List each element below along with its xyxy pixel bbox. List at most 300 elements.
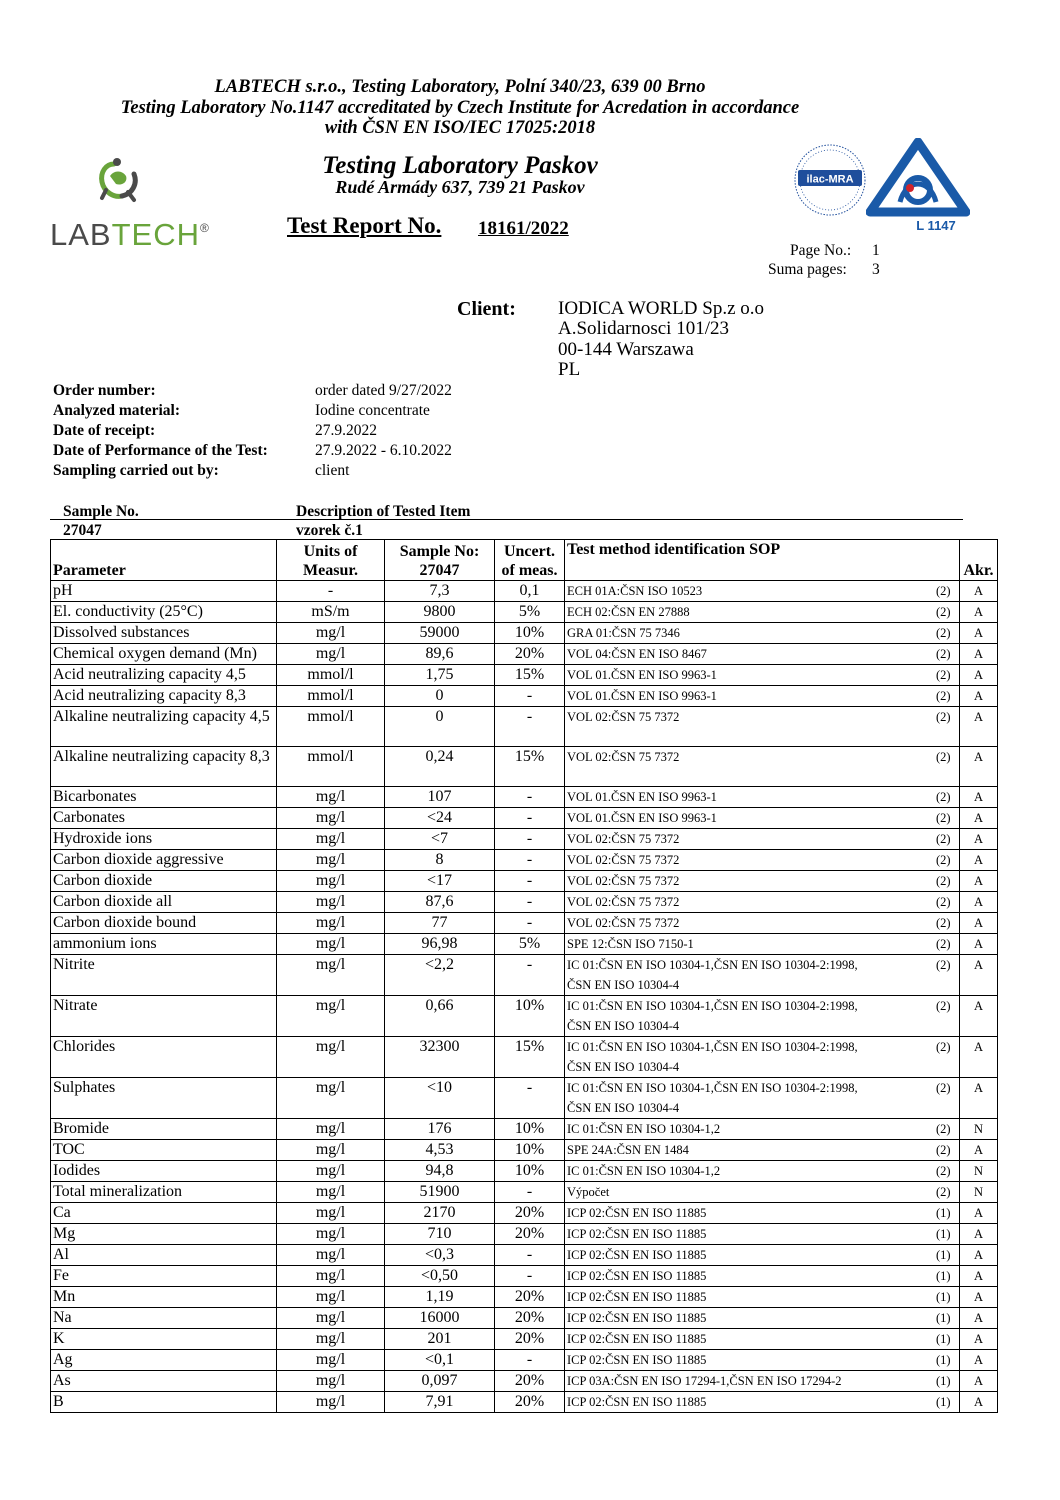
uncertainty-cell: 20% [495, 1287, 565, 1308]
unit-cell: mmol/l [277, 747, 385, 787]
uncertainty-cell: - [495, 892, 565, 913]
value-cell: 77 [385, 913, 495, 934]
method-cell [565, 934, 928, 955]
method-group-cell: (2) [928, 787, 960, 808]
client-city: 00-144 Warszawa [558, 339, 694, 360]
method-cell [565, 850, 928, 871]
unit-cell: mg/l [277, 1308, 385, 1329]
table-row [51, 829, 998, 850]
value-cell: <0,3 [385, 1245, 495, 1266]
method-text: ICP 02:ČSN EN ISO 11885 [567, 1311, 707, 1325]
header-standard-line: with ČSN EN ISO/IEC 17025:2018 [324, 118, 596, 138]
table-row [51, 934, 998, 955]
method-group-cell: (2) [928, 1182, 960, 1203]
parameter-cell: Nitrite [51, 955, 277, 996]
value-cell: 0 [385, 686, 495, 707]
uncertainty-cell: - [495, 1245, 565, 1266]
value-cell: 96,98 [385, 934, 495, 955]
unit-cell: - [277, 581, 385, 602]
method-text: VOL 02:ČSN 75 7372 [567, 895, 680, 909]
accreditation-cell: A [960, 1266, 998, 1287]
parameter-cell: K [51, 1329, 277, 1350]
table-row [51, 1371, 998, 1392]
method-cell [565, 996, 928, 1037]
method-group-cell: (2) [928, 829, 960, 850]
value-cell: <24 [385, 808, 495, 829]
table-row [51, 602, 998, 623]
table-row [51, 996, 998, 1037]
order-number-value: order dated 9/27/2022 [315, 382, 452, 399]
ilac-mra-icon [792, 142, 868, 218]
report-number: 18161/2022 [478, 218, 569, 239]
value-cell: 1,75 [385, 665, 495, 686]
method-cell [565, 1287, 928, 1308]
method-group-cell: (2) [928, 934, 960, 955]
value-cell: 87,6 [385, 892, 495, 913]
value-cell: 710 [385, 1224, 495, 1245]
method-cell [565, 602, 928, 623]
unit-cell: mg/l [277, 623, 385, 644]
table-row [51, 1140, 998, 1161]
value-cell: 16000 [385, 1308, 495, 1329]
unit-cell: mg/l [277, 1287, 385, 1308]
method-text: VOL 01.ČSN EN ISO 9963-1 [567, 790, 717, 804]
labtech-wordmark: LABTECH® [50, 217, 210, 252]
parameter-cell: Al [51, 1245, 277, 1266]
uncertainty-cell: - [495, 955, 565, 996]
method-cell [565, 1329, 928, 1350]
method-text: VOL 04:ČSN EN ISO 8467 [567, 647, 707, 661]
table-row [51, 1078, 998, 1119]
accreditation-cell: A [960, 871, 998, 892]
table-row [51, 707, 998, 747]
method-text: ICP 02:ČSN EN ISO 11885 [567, 1269, 707, 1283]
header-method: Test method identification SOP [565, 540, 928, 581]
value-cell: 1,19 [385, 1287, 495, 1308]
value-cell: 7,91 [385, 1392, 495, 1413]
client-country: PL [558, 359, 581, 380]
method-group-cell: (1) [928, 1266, 960, 1287]
method-text: Výpočet [567, 1185, 610, 1199]
method-cell [565, 787, 928, 808]
accreditation-cell: N [960, 1119, 998, 1140]
method-group-cell: (1) [928, 1392, 960, 1413]
accreditation-cell: A [960, 808, 998, 829]
parameter-cell: Ag [51, 1350, 277, 1371]
method-text: ICP 02:ČSN EN ISO 11885 [567, 1227, 707, 1241]
client-street: A.Solidarnosci 101/23 [558, 318, 729, 339]
method-text: IC 01:ČSN EN ISO 10304-1,ČSN EN ISO 10304-2:1998, [567, 999, 858, 1013]
method-group-cell: (2) [928, 581, 960, 602]
method-text: VOL 02:ČSN 75 7372 [567, 832, 680, 846]
value-cell: 0,66 [385, 996, 495, 1037]
method-group-cell: (2) [928, 686, 960, 707]
uncertainty-cell: - [495, 871, 565, 892]
sampling-value: client [315, 462, 350, 479]
method-group-cell: (2) [928, 892, 960, 913]
uncertainty-cell: 15% [495, 1037, 565, 1078]
method-text: VOL 01.ČSN EN ISO 9963-1 [567, 689, 717, 703]
uncertainty-cell: - [495, 1078, 565, 1119]
method-text: ECH 01A:ČSN ISO 10523 [567, 584, 703, 598]
method-group-cell: (1) [928, 1350, 960, 1371]
value-cell: 7,3 [385, 581, 495, 602]
unit-cell: mg/l [277, 1392, 385, 1413]
method-text: ICP 03A:ČSN EN ISO 17294-1,ČSN EN ISO 17294-2 [567, 1374, 842, 1388]
unit-cell: mg/l [277, 1119, 385, 1140]
parameter-cell: Na [51, 1308, 277, 1329]
header-units: Units of Measur. [277, 540, 385, 581]
total-pages-label: Suma pages: [768, 261, 847, 278]
parameter-cell: Bromide [51, 1119, 277, 1140]
value-cell: <0,1 [385, 1350, 495, 1371]
method-text-continued: ČSN EN ISO 10304-4 [567, 1019, 680, 1033]
accreditation-cell: A [960, 1329, 998, 1350]
analyzed-material-value: Iodine concentrate [315, 402, 430, 419]
method-text: SPE 24A:ČSN EN 1484 [567, 1143, 689, 1157]
accreditation-cell: N [960, 1161, 998, 1182]
parameter-cell: Chemical oxygen demand (Mn) [51, 644, 277, 665]
unit-cell: mmol/l [277, 665, 385, 686]
uncertainty-cell: - [495, 686, 565, 707]
method-cell [565, 707, 928, 747]
order-number-label: Order number: [53, 382, 156, 399]
value-cell: 176 [385, 1119, 495, 1140]
accreditation-cell: A [960, 892, 998, 913]
value-cell: 4,53 [385, 1140, 495, 1161]
uncertainty-cell: 15% [495, 665, 565, 686]
uncertainty-cell: 10% [495, 996, 565, 1037]
accreditation-cell: A [960, 787, 998, 808]
method-text: ECH 02:ČSN EN 27888 [567, 605, 690, 619]
method-group-cell: (2) [928, 665, 960, 686]
unit-cell: mg/l [277, 934, 385, 955]
parameter-cell: Iodides [51, 1161, 277, 1182]
accreditation-mark-icon [866, 138, 970, 234]
method-text: SPE 12:ČSN ISO 7150-1 [567, 937, 694, 951]
value-cell: <2,2 [385, 955, 495, 996]
uncertainty-cell: 15% [495, 747, 565, 787]
parameter-cell: Hydroxide ions [51, 829, 277, 850]
table-row [51, 1245, 998, 1266]
method-cell [565, 665, 928, 686]
uncertainty-cell: 20% [495, 1392, 565, 1413]
table-row [51, 1037, 998, 1078]
accreditation-cell: A [960, 1392, 998, 1413]
unit-cell: mg/l [277, 913, 385, 934]
method-group-cell: (2) [928, 955, 960, 996]
header-lab-line: LABTECH s.r.o., Testing Laboratory, Polní 340/23, 639 00 Brno [214, 77, 706, 97]
parameter-cell: Carbonates [51, 808, 277, 829]
accreditation-cell: N [960, 1182, 998, 1203]
parameter-cell: Total mineralization [51, 1182, 277, 1203]
lab-name: Testing Laboratory Paskov [322, 152, 598, 179]
uncertainty-cell: - [495, 1350, 565, 1371]
date-of-receipt-label: Date of receipt: [53, 422, 156, 439]
uncertainty-cell: - [495, 1266, 565, 1287]
method-cell [565, 1245, 928, 1266]
uncertainty-cell: 10% [495, 1119, 565, 1140]
value-cell: 94,8 [385, 1161, 495, 1182]
table-row [51, 808, 998, 829]
method-text: ICP 02:ČSN EN ISO 11885 [567, 1206, 707, 1220]
method-group-cell: (1) [928, 1287, 960, 1308]
header-accreditation-line: Testing Laboratory No.1147 accreditated by Czech Institute for Acredation in accordance [120, 98, 800, 118]
unit-cell: mg/l [277, 808, 385, 829]
unit-cell: mg/l [277, 1078, 385, 1119]
table-row [51, 747, 998, 787]
parameter-cell: TOC [51, 1140, 277, 1161]
table-row [51, 665, 998, 686]
method-cell [565, 623, 928, 644]
method-group-cell: (1) [928, 1308, 960, 1329]
method-cell [565, 829, 928, 850]
accreditation-cell: A [960, 1308, 998, 1329]
accreditation-cell: A [960, 644, 998, 665]
uncertainty-cell: 20% [495, 644, 565, 665]
sampling-label: Sampling carried out by: [53, 462, 219, 479]
method-text: IC 01:ČSN EN ISO 10304-1,ČSN EN ISO 10304-2:1998, [567, 958, 858, 972]
client-label: Client: [457, 298, 516, 320]
method-cell [565, 1266, 928, 1287]
method-text: VOL 02:ČSN 75 7372 [567, 853, 680, 867]
value-cell: <10 [385, 1078, 495, 1119]
sample-divider [50, 519, 963, 520]
description-value: vzorek č.1 [296, 522, 363, 539]
header-akr: Akr. [960, 540, 998, 581]
parameter-cell: ammonium ions [51, 934, 277, 955]
unit-cell: mg/l [277, 1371, 385, 1392]
method-cell [565, 892, 928, 913]
date-of-receipt-value: 27.9.2022 [315, 422, 377, 439]
unit-cell: mg/l [277, 787, 385, 808]
method-cell [565, 1078, 928, 1119]
lab-address: Rudé Armády 637, 739 21 Paskov [335, 177, 585, 197]
method-text: ICP 02:ČSN EN ISO 11885 [567, 1248, 707, 1262]
value-cell: 2170 [385, 1203, 495, 1224]
description-label: Description of Tested Item [296, 503, 471, 520]
method-group-cell: (2) [928, 850, 960, 871]
table-row [51, 1287, 998, 1308]
parameter-cell: Acid neutralizing capacity 4,5 [51, 665, 277, 686]
uncertainty-cell: 20% [495, 1329, 565, 1350]
method-text-continued: ČSN EN ISO 10304-4 [567, 1101, 680, 1115]
parameter-cell: Bicarbonates [51, 787, 277, 808]
method-text: VOL 02:ČSN 75 7372 [567, 710, 680, 724]
report-title: Test Report No. [287, 213, 442, 238]
accreditation-cell: A [960, 850, 998, 871]
accreditation-cell: A [960, 1224, 998, 1245]
method-text: IC 01:ČSN EN ISO 10304-1,ČSN EN ISO 10304-2:1998, [567, 1040, 858, 1054]
method-text: VOL 02:ČSN 75 7372 [567, 750, 680, 764]
accreditation-cell: A [960, 1350, 998, 1371]
value-cell: 59000 [385, 623, 495, 644]
method-cell [565, 644, 928, 665]
unit-cell: mg/l [277, 1140, 385, 1161]
method-group-cell: (1) [928, 1371, 960, 1392]
uncertainty-cell: 5% [495, 934, 565, 955]
value-cell: 201 [385, 1329, 495, 1350]
method-text: ICP 02:ČSN EN ISO 11885 [567, 1290, 707, 1304]
value-cell: 0 [385, 707, 495, 747]
unit-cell: mg/l [277, 1203, 385, 1224]
uncertainty-cell: - [495, 913, 565, 934]
uncertainty-cell: - [495, 1182, 565, 1203]
accreditation-cell: A [960, 1203, 998, 1224]
method-cell [565, 808, 928, 829]
table-row [51, 850, 998, 871]
performance-date-label: Date of Performance of the Test: [53, 442, 268, 459]
accreditation-cell: A [960, 1140, 998, 1161]
unit-cell: mg/l [277, 829, 385, 850]
parameter-cell: Mn [51, 1287, 277, 1308]
uncertainty-cell: 0,1 [495, 581, 565, 602]
table-row [51, 644, 998, 665]
page-number-value: 1 [872, 242, 880, 259]
header-uncertainty: Uncert. of meas. [495, 540, 565, 581]
accreditation-cell: A [960, 1371, 998, 1392]
unit-cell: mmol/l [277, 686, 385, 707]
value-cell: 8 [385, 850, 495, 871]
method-text: ICP 02:ČSN EN ISO 11885 [567, 1395, 707, 1409]
parameter-cell: Fe [51, 1266, 277, 1287]
unit-cell: mg/l [277, 955, 385, 996]
accreditation-cell: A [960, 747, 998, 787]
unit-cell: mg/l [277, 1266, 385, 1287]
method-group-cell: (2) [928, 1119, 960, 1140]
method-group-cell: (2) [928, 747, 960, 787]
table-header-row [51, 540, 998, 581]
unit-cell: mg/l [277, 644, 385, 665]
parameter-cell: B [51, 1392, 277, 1413]
table-row [51, 623, 998, 644]
parameter-cell: Chlorides [51, 1037, 277, 1078]
uncertainty-cell: - [495, 808, 565, 829]
accreditation-cell: A [960, 913, 998, 934]
table-row [51, 1308, 998, 1329]
uncertainty-cell: - [495, 829, 565, 850]
accreditation-cell: A [960, 665, 998, 686]
method-group-cell: (2) [928, 602, 960, 623]
parameter-cell: Alkaline neutralizing capacity 4,5 [51, 707, 277, 747]
method-group-cell: (2) [928, 644, 960, 665]
table-row [51, 1266, 998, 1287]
uncertainty-cell: 5% [495, 602, 565, 623]
unit-cell: mmol/l [277, 707, 385, 747]
method-group-cell: (1) [928, 1245, 960, 1266]
unit-cell: mg/l [277, 996, 385, 1037]
unit-cell: mg/l [277, 850, 385, 871]
unit-cell: mS/m [277, 602, 385, 623]
parameter-cell: Ca [51, 1203, 277, 1224]
table-row [51, 892, 998, 913]
unit-cell: mg/l [277, 1329, 385, 1350]
parameter-cell: Carbon dioxide [51, 871, 277, 892]
accreditation-cell: A [960, 996, 998, 1037]
sample-no-label: Sample No. [63, 503, 139, 520]
unit-cell: mg/l [277, 871, 385, 892]
method-text: GRA 01:ČSN 75 7346 [567, 626, 680, 640]
parameter-cell: El. conductivity (25°C) [51, 602, 277, 623]
sample-no-value: 27047 [63, 522, 102, 539]
method-text: IC 01:ČSN EN ISO 10304-1,2 [567, 1164, 721, 1178]
table-row [51, 871, 998, 892]
method-group-cell: (1) [928, 1329, 960, 1350]
parameter-cell: Mg [51, 1224, 277, 1245]
accreditation-cell: A [960, 581, 998, 602]
table-row [51, 1203, 998, 1224]
client-name: IODICA WORLD Sp.z o.o [558, 298, 765, 319]
uncertainty-cell: 20% [495, 1224, 565, 1245]
method-cell [565, 871, 928, 892]
accreditation-cell: A [960, 707, 998, 747]
value-cell: 9800 [385, 602, 495, 623]
parameter-cell: Carbon dioxide all [51, 892, 277, 913]
method-cell [565, 1182, 928, 1203]
method-cell [565, 1119, 928, 1140]
accreditation-cell: A [960, 955, 998, 996]
method-group-cell: (2) [928, 1161, 960, 1182]
method-group-cell: (1) [928, 1224, 960, 1245]
method-text: VOL 02:ČSN 75 7372 [567, 916, 680, 930]
method-cell [565, 1224, 928, 1245]
value-cell: 89,6 [385, 644, 495, 665]
method-group-cell: (2) [928, 808, 960, 829]
parameter-cell: Acid neutralizing capacity 8,3 [51, 686, 277, 707]
table-row [51, 686, 998, 707]
results-table [50, 539, 998, 1413]
value-cell: <17 [385, 871, 495, 892]
accreditation-cell: A [960, 1245, 998, 1266]
method-group-cell: (1) [928, 1203, 960, 1224]
method-group-cell: (2) [928, 707, 960, 747]
total-pages-value: 3 [872, 261, 880, 278]
uncertainty-cell: 10% [495, 1161, 565, 1182]
method-group-cell: (2) [928, 1078, 960, 1119]
parameter-cell: Dissolved substances [51, 623, 277, 644]
method-text: IC 01:ČSN EN ISO 10304-1,2 [567, 1122, 721, 1136]
table-row [51, 1329, 998, 1350]
unit-cell: mg/l [277, 1350, 385, 1371]
value-cell: 107 [385, 787, 495, 808]
accreditation-cell: A [960, 829, 998, 850]
table-row [51, 787, 998, 808]
method-cell [565, 1308, 928, 1329]
table-row [51, 1182, 998, 1203]
unit-cell: mg/l [277, 1182, 385, 1203]
table-row [51, 1350, 998, 1371]
value-cell: 0,097 [385, 1371, 495, 1392]
method-cell [565, 581, 928, 602]
header-sample: Sample No: 27047 [385, 540, 495, 581]
method-group-cell: (2) [928, 871, 960, 892]
uncertainty-cell: 10% [495, 623, 565, 644]
uncertainty-cell: 20% [495, 1203, 565, 1224]
method-cell [565, 1037, 928, 1078]
unit-cell: mg/l [277, 1161, 385, 1182]
value-cell: 32300 [385, 1037, 495, 1078]
method-group-cell: (2) [928, 623, 960, 644]
uncertainty-cell: - [495, 787, 565, 808]
accreditation-cell: A [960, 602, 998, 623]
parameter-cell: pH [51, 581, 277, 602]
method-cell [565, 1392, 928, 1413]
uncertainty-cell: 20% [495, 1371, 565, 1392]
method-text: ICP 02:ČSN EN ISO 11885 [567, 1353, 707, 1367]
method-text-continued: ČSN EN ISO 10304-4 [567, 978, 680, 992]
unit-cell: mg/l [277, 892, 385, 913]
svg-text:L 1147: L 1147 [916, 218, 956, 233]
